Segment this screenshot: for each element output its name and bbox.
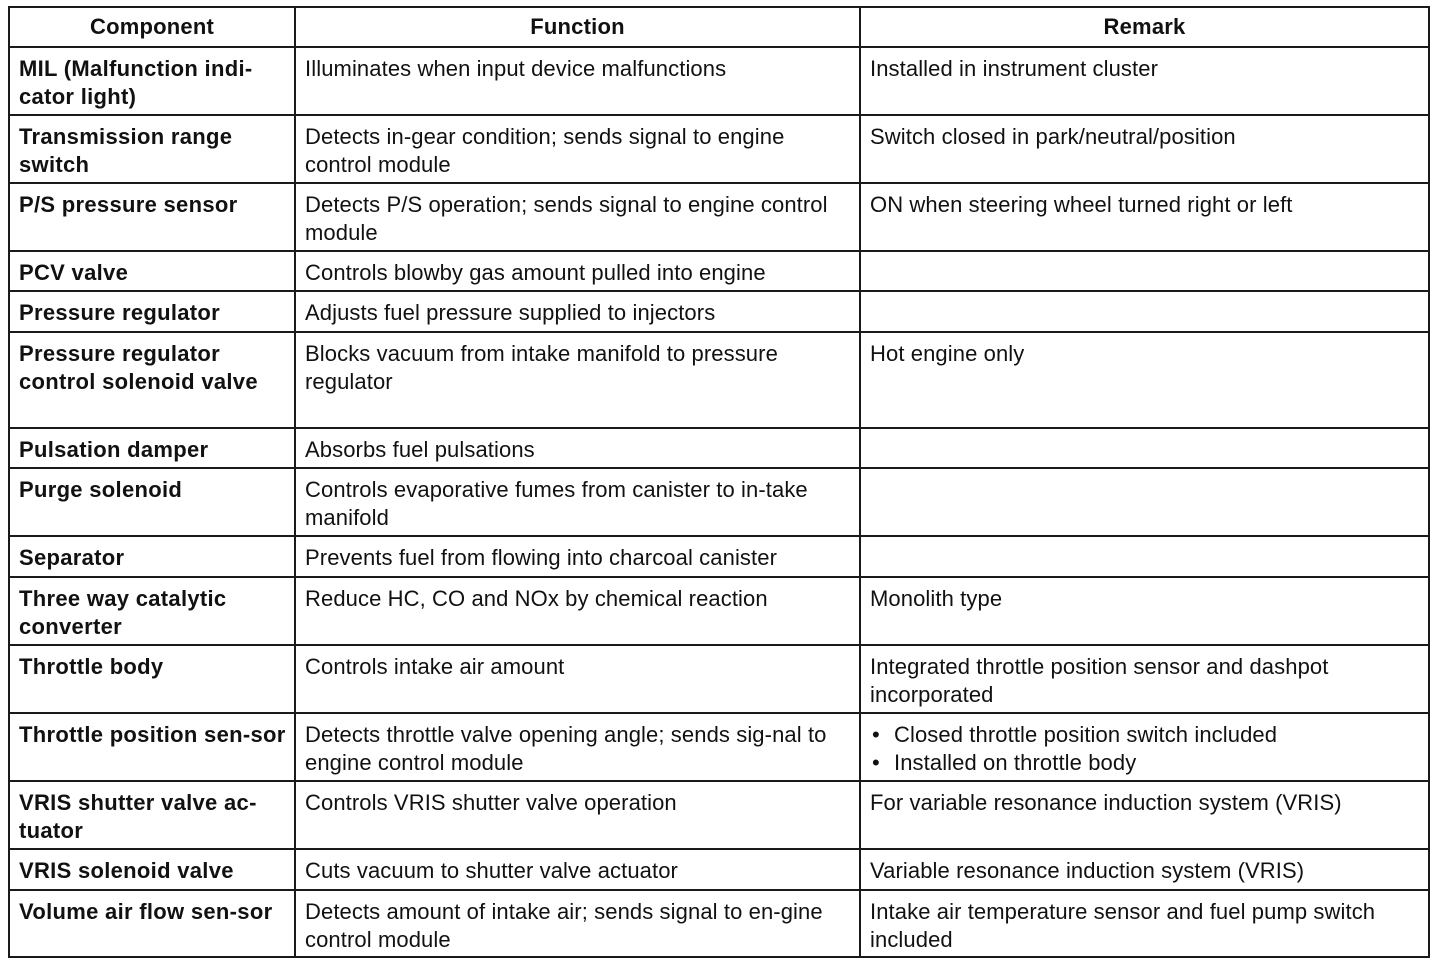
table-row [9, 890, 1429, 957]
remark-bullet-list [870, 721, 1420, 776]
table-row [9, 332, 1429, 428]
remark-cell: Switch closed in park/neutral/position [860, 115, 1429, 183]
header-remark: Remark [860, 7, 1429, 47]
remark-cell [860, 251, 1429, 291]
function-cell: Detects in-gear condition; sends signal to engine control module [295, 115, 860, 183]
component-cell: Pressure regulator control solenoid valve [9, 332, 295, 428]
component-cell: MIL (Malfunction indi-cator light) [9, 47, 295, 115]
function-cell: Controls VRIS shutter valve operation [295, 781, 860, 849]
remark-cell: Intake air temperature sensor and fuel pump switch included [860, 890, 1429, 957]
table-row [9, 291, 1429, 332]
function-cell: Detects amount of intake air; sends signal to en-gine control module [295, 890, 860, 957]
function-cell: Illuminates when input device malfunctions [295, 47, 860, 115]
remark-cell: Monolith type [860, 577, 1429, 645]
remark-cell [860, 428, 1429, 468]
remark-cell [860, 536, 1429, 577]
remark-cell: For variable resonance induction system (VRIS) [860, 781, 1429, 849]
header-function: Function [295, 7, 860, 47]
table-row [9, 645, 1429, 713]
header-row [9, 7, 1429, 47]
component-cell: Throttle position sen-sor [9, 713, 295, 781]
component-cell: Throttle body [9, 645, 295, 713]
function-cell: Adjusts fuel pressure supplied to injectors [295, 291, 860, 332]
component-cell: Three way catalytic converter [9, 577, 295, 645]
table-row [9, 115, 1429, 183]
table-row [9, 251, 1429, 291]
table-row [9, 468, 1429, 536]
function-cell: Controls evaporative fumes from canister to in-take manifold [295, 468, 860, 536]
table-row [9, 183, 1429, 251]
remark-cell: Hot engine only [860, 332, 1429, 428]
function-cell: Cuts vacuum to shutter valve actuator [295, 849, 860, 890]
table-row [9, 849, 1429, 890]
component-table [8, 6, 1430, 958]
table-row [9, 47, 1429, 115]
remark-cell: Variable resonance induction system (VRIS) [860, 849, 1429, 890]
component-cell: Pulsation damper [9, 428, 295, 468]
function-cell: Detects P/S operation; sends signal to engine control module [295, 183, 860, 251]
component-cell: PCV valve [9, 251, 295, 291]
component-cell: Volume air flow sen-sor [9, 890, 295, 957]
remark-cell [860, 713, 1429, 781]
component-cell: Transmission range switch [9, 115, 295, 183]
remark-cell [860, 468, 1429, 536]
table-row [9, 781, 1429, 849]
component-cell: Pressure regulator [9, 291, 295, 332]
remark-cell: Integrated throttle position sensor and dashpot incorporated [860, 645, 1429, 713]
function-cell: Detects throttle valve opening angle; sends sig-nal to engine control module [295, 713, 860, 781]
table-row [9, 536, 1429, 577]
remark-cell: ON when steering wheel turned right or left [860, 183, 1429, 251]
remark-cell: Installed in instrument cluster [860, 47, 1429, 115]
component-cell: P/S pressure sensor [9, 183, 295, 251]
table-row [9, 428, 1429, 468]
remark-bullet-item: • Installed on throttle body [870, 749, 1420, 777]
component-cell: VRIS shutter valve ac-tuator [9, 781, 295, 849]
component-cell: Separator [9, 536, 295, 577]
table-row [9, 713, 1429, 781]
function-cell: Prevents fuel from flowing into charcoal canister [295, 536, 860, 577]
function-cell: Absorbs fuel pulsations [295, 428, 860, 468]
header-component: Component [9, 7, 295, 47]
function-cell: Controls intake air amount [295, 645, 860, 713]
function-cell: Reduce HC, CO and NOx by chemical reaction [295, 577, 860, 645]
remark-bullet-item: • Closed throttle position switch included [870, 721, 1420, 749]
component-cell: VRIS solenoid valve [9, 849, 295, 890]
function-cell: Blocks vacuum from intake manifold to pressure regulator [295, 332, 860, 428]
component-cell: Purge solenoid [9, 468, 295, 536]
function-cell: Controls blowby gas amount pulled into engine [295, 251, 860, 291]
remark-cell [860, 291, 1429, 332]
table-row [9, 577, 1429, 645]
